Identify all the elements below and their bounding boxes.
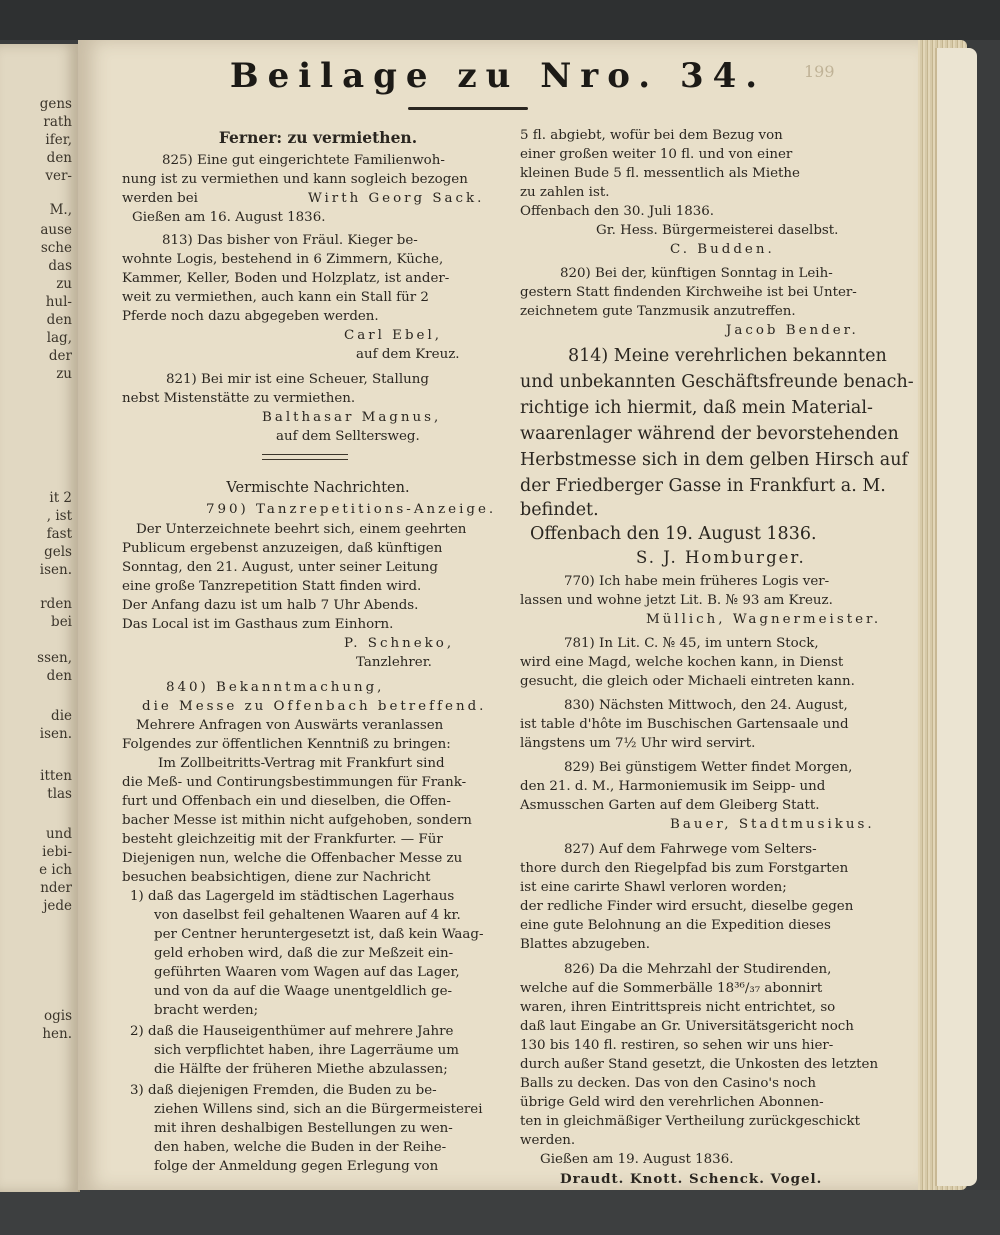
text-line: ist eine carirte Shawl verloren worden; bbox=[520, 880, 787, 895]
left-fragment: der bbox=[48, 348, 72, 364]
left-fragment: den bbox=[46, 668, 72, 684]
text-line: Gießen am 16. August 1836. bbox=[132, 210, 326, 225]
signature: Carl Ebel, bbox=[344, 328, 442, 343]
list-item: 3) daß diejenigen Fremden, die Buden zu be- bbox=[130, 1083, 437, 1098]
text-line: der Friedberger Gasse in Frankfurt a. M. bbox=[520, 476, 886, 496]
text-line: 821) Bei mir ist eine Scheuer, Stallung bbox=[166, 372, 429, 387]
text-line: durch außer Stand gesetzt, die Unkosten des letzten bbox=[520, 1057, 879, 1072]
left-fragment: gels bbox=[44, 544, 72, 560]
left-fragment: fast bbox=[46, 526, 72, 542]
text-line: übrige Geld wird den verehrlichen Abonnen- bbox=[520, 1095, 824, 1110]
text-line: nebst Mistenstätte zu vermiethen. bbox=[122, 391, 356, 406]
text-line: per Centner heruntergesetzt ist, daß kein Waag- bbox=[154, 927, 484, 942]
text-line: zeichnetem gute Tanzmusik anzutreffen. bbox=[520, 304, 796, 319]
text-line: thore durch den Riegelpfad bis zum Forstgarten bbox=[520, 861, 849, 876]
text-line: 5 fl. abgiebt, wofür bei dem Bezug von bbox=[520, 128, 783, 143]
left-fragment: tlas bbox=[47, 786, 72, 802]
signature: Jacob Bender. bbox=[726, 323, 859, 338]
left-fragment: rath bbox=[43, 114, 72, 130]
text-line: Tanzlehrer. bbox=[356, 655, 432, 670]
text-line: längstens um 7½ Uhr wird servirt. bbox=[520, 736, 756, 751]
text-line: den 21. d. M., Harmoniemusik im Seipp- und bbox=[520, 779, 826, 794]
text-line: auf dem Kreuz. bbox=[356, 347, 460, 362]
left-fragment: it 2 bbox=[49, 490, 72, 506]
text-line: sich verpflichtet haben, ihre Lagerräume um bbox=[154, 1043, 459, 1058]
text-line: Folgendes zur öffentlichen Kenntniß zu bringen: bbox=[122, 737, 451, 752]
text-line: Mehrere Anfragen von Auswärts veranlassen bbox=[136, 718, 444, 733]
left-fragment: zu bbox=[56, 366, 72, 382]
text-line: die Meß- und Contirungsbestimmungen für Frank- bbox=[122, 775, 467, 790]
text-line: nung ist zu vermiethen und kann sogleich bezogen bbox=[122, 172, 468, 187]
text-line: Im Zollbeitritts-Vertrag mit Frankfurt sind bbox=[158, 756, 445, 771]
text-line: einer großen weiter 10 fl. und von einer bbox=[520, 147, 793, 162]
left-fragment: ogis bbox=[43, 1008, 72, 1024]
text-line: bacher Messe ist mithin nicht aufgehoben, sondern bbox=[122, 813, 472, 828]
left-fragment: sche bbox=[40, 240, 72, 256]
text-line: 781) In Lit. C. № 45, im untern Stock, bbox=[564, 636, 819, 651]
signature: Müllich, Wagnermeister. bbox=[646, 612, 882, 627]
left-fragment: e ich bbox=[39, 862, 72, 878]
title-rule bbox=[408, 107, 528, 110]
left-fragment: rden bbox=[40, 596, 72, 612]
left-fragment: hul- bbox=[45, 294, 72, 310]
list-item: 2) daß die Hauseigenthümer auf mehrere Jahre bbox=[130, 1024, 454, 1039]
text-line: Der Unterzeichnete beehrt sich, einem geehrten bbox=[136, 522, 467, 537]
left-fragment: zu bbox=[56, 276, 72, 292]
section-heading: Ferner: zu vermiethen. bbox=[218, 128, 418, 147]
page-number: 199 bbox=[804, 62, 835, 81]
text-line: der redliche Finder wird ersucht, dieselbe gegen bbox=[520, 899, 854, 914]
text-line: zu zahlen ist. bbox=[520, 185, 610, 200]
text-line: Balls zu decken. Das von den Casino's noch bbox=[520, 1076, 817, 1091]
left-fragment: isen. bbox=[39, 726, 72, 742]
left-fragment: itten bbox=[40, 768, 72, 784]
text-line: von daselbst feil gehaltenen Waaren auf 4 kr. bbox=[154, 908, 461, 923]
text-line: Das Local ist im Gasthaus zum Einhorn. bbox=[122, 617, 394, 632]
text-line: ten in gleichmäßiger Vertheilung zurückgeschickt bbox=[520, 1114, 861, 1129]
text-line: geführten Waaren vom Wagen auf das Lager, bbox=[154, 965, 460, 980]
text-line: gesucht, die gleich oder Michaeli eintreten kann. bbox=[520, 674, 855, 689]
text-line: und unbekannten Geschäftsfreunde benach- bbox=[520, 372, 914, 392]
signature: Wirth Georg Sack. bbox=[308, 191, 485, 206]
text-line: gestern Statt findenden Kirchweihe ist bei Unter- bbox=[520, 285, 857, 300]
text-line: wird eine Magd, welche kochen kann, in Dienst bbox=[520, 655, 844, 670]
signature: P. Schneko, bbox=[344, 636, 455, 651]
left-fragment: hen. bbox=[42, 1026, 72, 1042]
separator bbox=[262, 454, 348, 460]
text-line: waren, ihren Eintrittspreis nicht entrichtet, so bbox=[520, 1000, 836, 1015]
text-line: eine gute Belohnung an die Expedition dieses bbox=[520, 918, 831, 933]
text-line: Herbstmesse sich in dem gelben Hirsch auf bbox=[520, 450, 908, 470]
text-line: Blattes abzugeben. bbox=[520, 937, 651, 952]
right-page bbox=[78, 40, 918, 1190]
text-line: 130 bis 140 fl. restiren, so sehen wir uns hier- bbox=[520, 1038, 834, 1053]
text-line: ist table d'hôte im Buschischen Gartensaale und bbox=[520, 717, 849, 732]
text-line: 826) Da die Mehrzahl der Studirenden, bbox=[564, 962, 832, 977]
left-fragment: nder bbox=[40, 880, 72, 896]
back-cover-edge bbox=[935, 48, 977, 1186]
signature: Balthasar Magnus, bbox=[262, 410, 442, 425]
signature: Draudt. Knott. Schenck. Vogel. bbox=[560, 1171, 823, 1187]
text-line: Gr. Hess. Bürgermeisterei daselbst. bbox=[596, 223, 839, 238]
text-line: werden. bbox=[520, 1133, 576, 1148]
text-line: waarenlager während der bevorstehenden bbox=[520, 424, 899, 444]
left-page bbox=[0, 44, 80, 1192]
left-fragment: ver- bbox=[45, 168, 72, 184]
text-line: Der Anfang dazu ist um halb 7 Uhr Abends. bbox=[122, 598, 419, 613]
text-line: 813) Das bisher von Fräul. Kieger be- bbox=[162, 233, 418, 248]
left-fragment: den bbox=[46, 312, 72, 328]
text-line: 827) Auf dem Fahrwege vom Selters- bbox=[564, 842, 817, 857]
left-fragment: iebi- bbox=[42, 844, 72, 860]
text-line: die Hälfte der früheren Miethe abzulassen; bbox=[154, 1062, 448, 1077]
text-line: 829) Bei günstigem Wetter findet Morgen, bbox=[564, 760, 853, 775]
left-fragment: das bbox=[48, 258, 72, 274]
text-line: wohnte Logis, bestehend in 6 Zimmern, Küche, bbox=[122, 252, 444, 267]
list-item: 1) daß das Lagergeld im städtischen Lagerhaus bbox=[130, 889, 455, 904]
text-line: welche auf die Sommerbälle 18³⁶/₃₇ abonnirt bbox=[520, 981, 823, 996]
signature: S. J. Homburger. bbox=[636, 548, 806, 567]
text-line: richtige ich hiermit, daß mein Material- bbox=[520, 398, 873, 418]
section-heading: Vermischte Nachrichten. bbox=[226, 480, 410, 496]
text-line: 790) Tanzrepetitions-Anzeige. bbox=[206, 502, 497, 517]
top-background bbox=[0, 0, 1000, 40]
text-line: 840) Bekanntmachung, bbox=[166, 680, 385, 695]
left-fragment: und bbox=[45, 826, 72, 842]
left-fragment: bei bbox=[51, 614, 72, 630]
left-fragment: isen. bbox=[39, 562, 72, 578]
left-fragment: ause bbox=[40, 222, 72, 238]
text-line: Offenbach den 30. Juli 1836. bbox=[520, 204, 715, 219]
text-line: daß laut Eingabe an Gr. Universitätsgericht noch bbox=[520, 1019, 854, 1034]
left-fragment: die bbox=[51, 708, 72, 724]
text-line: mit ihren deshalbigen Bestellungen zu wen- bbox=[154, 1121, 453, 1136]
signature: C. Budden. bbox=[670, 242, 775, 257]
page-title: Beilage zu Nro. 34. bbox=[229, 56, 767, 96]
text-line: Asmusschen Garten auf dem Gleiberg Statt. bbox=[520, 798, 820, 813]
text-line: 830) Nächsten Mittwoch, den 24. August, bbox=[564, 698, 848, 713]
left-fragment: M., bbox=[49, 202, 72, 218]
left-fragment: gens bbox=[39, 96, 72, 112]
text-line: weit zu vermiethen, auch kann ein Stall für 2 bbox=[122, 290, 429, 305]
text-line: Diejenigen nun, welche die Offenbacher Messe zu bbox=[122, 851, 463, 866]
text-line: Publicum ergebenst anzuzeigen, daß künftigen bbox=[122, 541, 443, 556]
text-line: folge der Anmeldung gegen Erlegung von bbox=[154, 1159, 439, 1174]
text-line: kleinen Bude 5 fl. messentlich als Miethe bbox=[520, 166, 800, 181]
text-line: lassen und wohne jetzt Lit. B. № 93 am Kreuz. bbox=[520, 593, 833, 608]
text-line: befindet. bbox=[520, 500, 599, 520]
text-line: werden bei bbox=[122, 191, 198, 206]
text-line: 814) Meine verehrlichen bekannten bbox=[568, 346, 887, 366]
left-fragment: lag, bbox=[46, 330, 72, 346]
text-line: besteht gleichzeitig mit der Frankfurter. — Für bbox=[122, 832, 443, 847]
left-fragment: ssen, bbox=[37, 650, 72, 666]
text-line: auf dem Selltersweg. bbox=[276, 429, 420, 444]
text-line: 820) Bei der, künftigen Sonntag in Leih- bbox=[560, 266, 833, 281]
left-fragment: den bbox=[46, 150, 72, 166]
text-line: geld erhoben wird, daß die zur Meßzeit ein- bbox=[154, 946, 454, 961]
text-line: bracht werden; bbox=[154, 1003, 259, 1018]
text-line: eine große Tanzrepetition Statt finden wird. bbox=[122, 579, 422, 594]
left-fragment: , ist bbox=[46, 508, 72, 524]
bottom-background bbox=[0, 1190, 1000, 1235]
text-line: den haben, welche die Buden in der Reihe- bbox=[154, 1140, 447, 1155]
text-line: besuchen beabsichtigen, diene zur Nachricht bbox=[122, 870, 431, 885]
left-fragment: ifer, bbox=[45, 132, 72, 148]
text-line: Sonntag, den 21. August, unter seiner Leitung bbox=[122, 560, 438, 575]
text-line: ziehen Willens sind, sich an die Bürgermeisterei bbox=[154, 1102, 483, 1117]
text-line: Kammer, Keller, Boden und Holzplatz, ist ander- bbox=[122, 271, 450, 286]
text-line: die Messe zu Offenbach betreffend. bbox=[142, 699, 487, 714]
text-line: 825) Eine gut eingerichtete Familienwoh- bbox=[162, 153, 445, 168]
text-line: und von da auf die Waage unentgeldlich ge- bbox=[154, 984, 453, 999]
text-line: Offenbach den 19. August 1836. bbox=[530, 524, 817, 544]
signature: Bauer, Stadtmusikus. bbox=[670, 817, 875, 832]
text-line: 770) Ich habe mein früheres Logis ver- bbox=[564, 574, 830, 589]
text-line: furt und Offenbach ein und dieselben, die Offen- bbox=[122, 794, 451, 809]
left-fragment: jede bbox=[43, 898, 72, 914]
text-line: Gießen am 19. August 1836. bbox=[540, 1152, 734, 1167]
text-line: Pferde noch dazu abgegeben werden. bbox=[122, 309, 379, 324]
